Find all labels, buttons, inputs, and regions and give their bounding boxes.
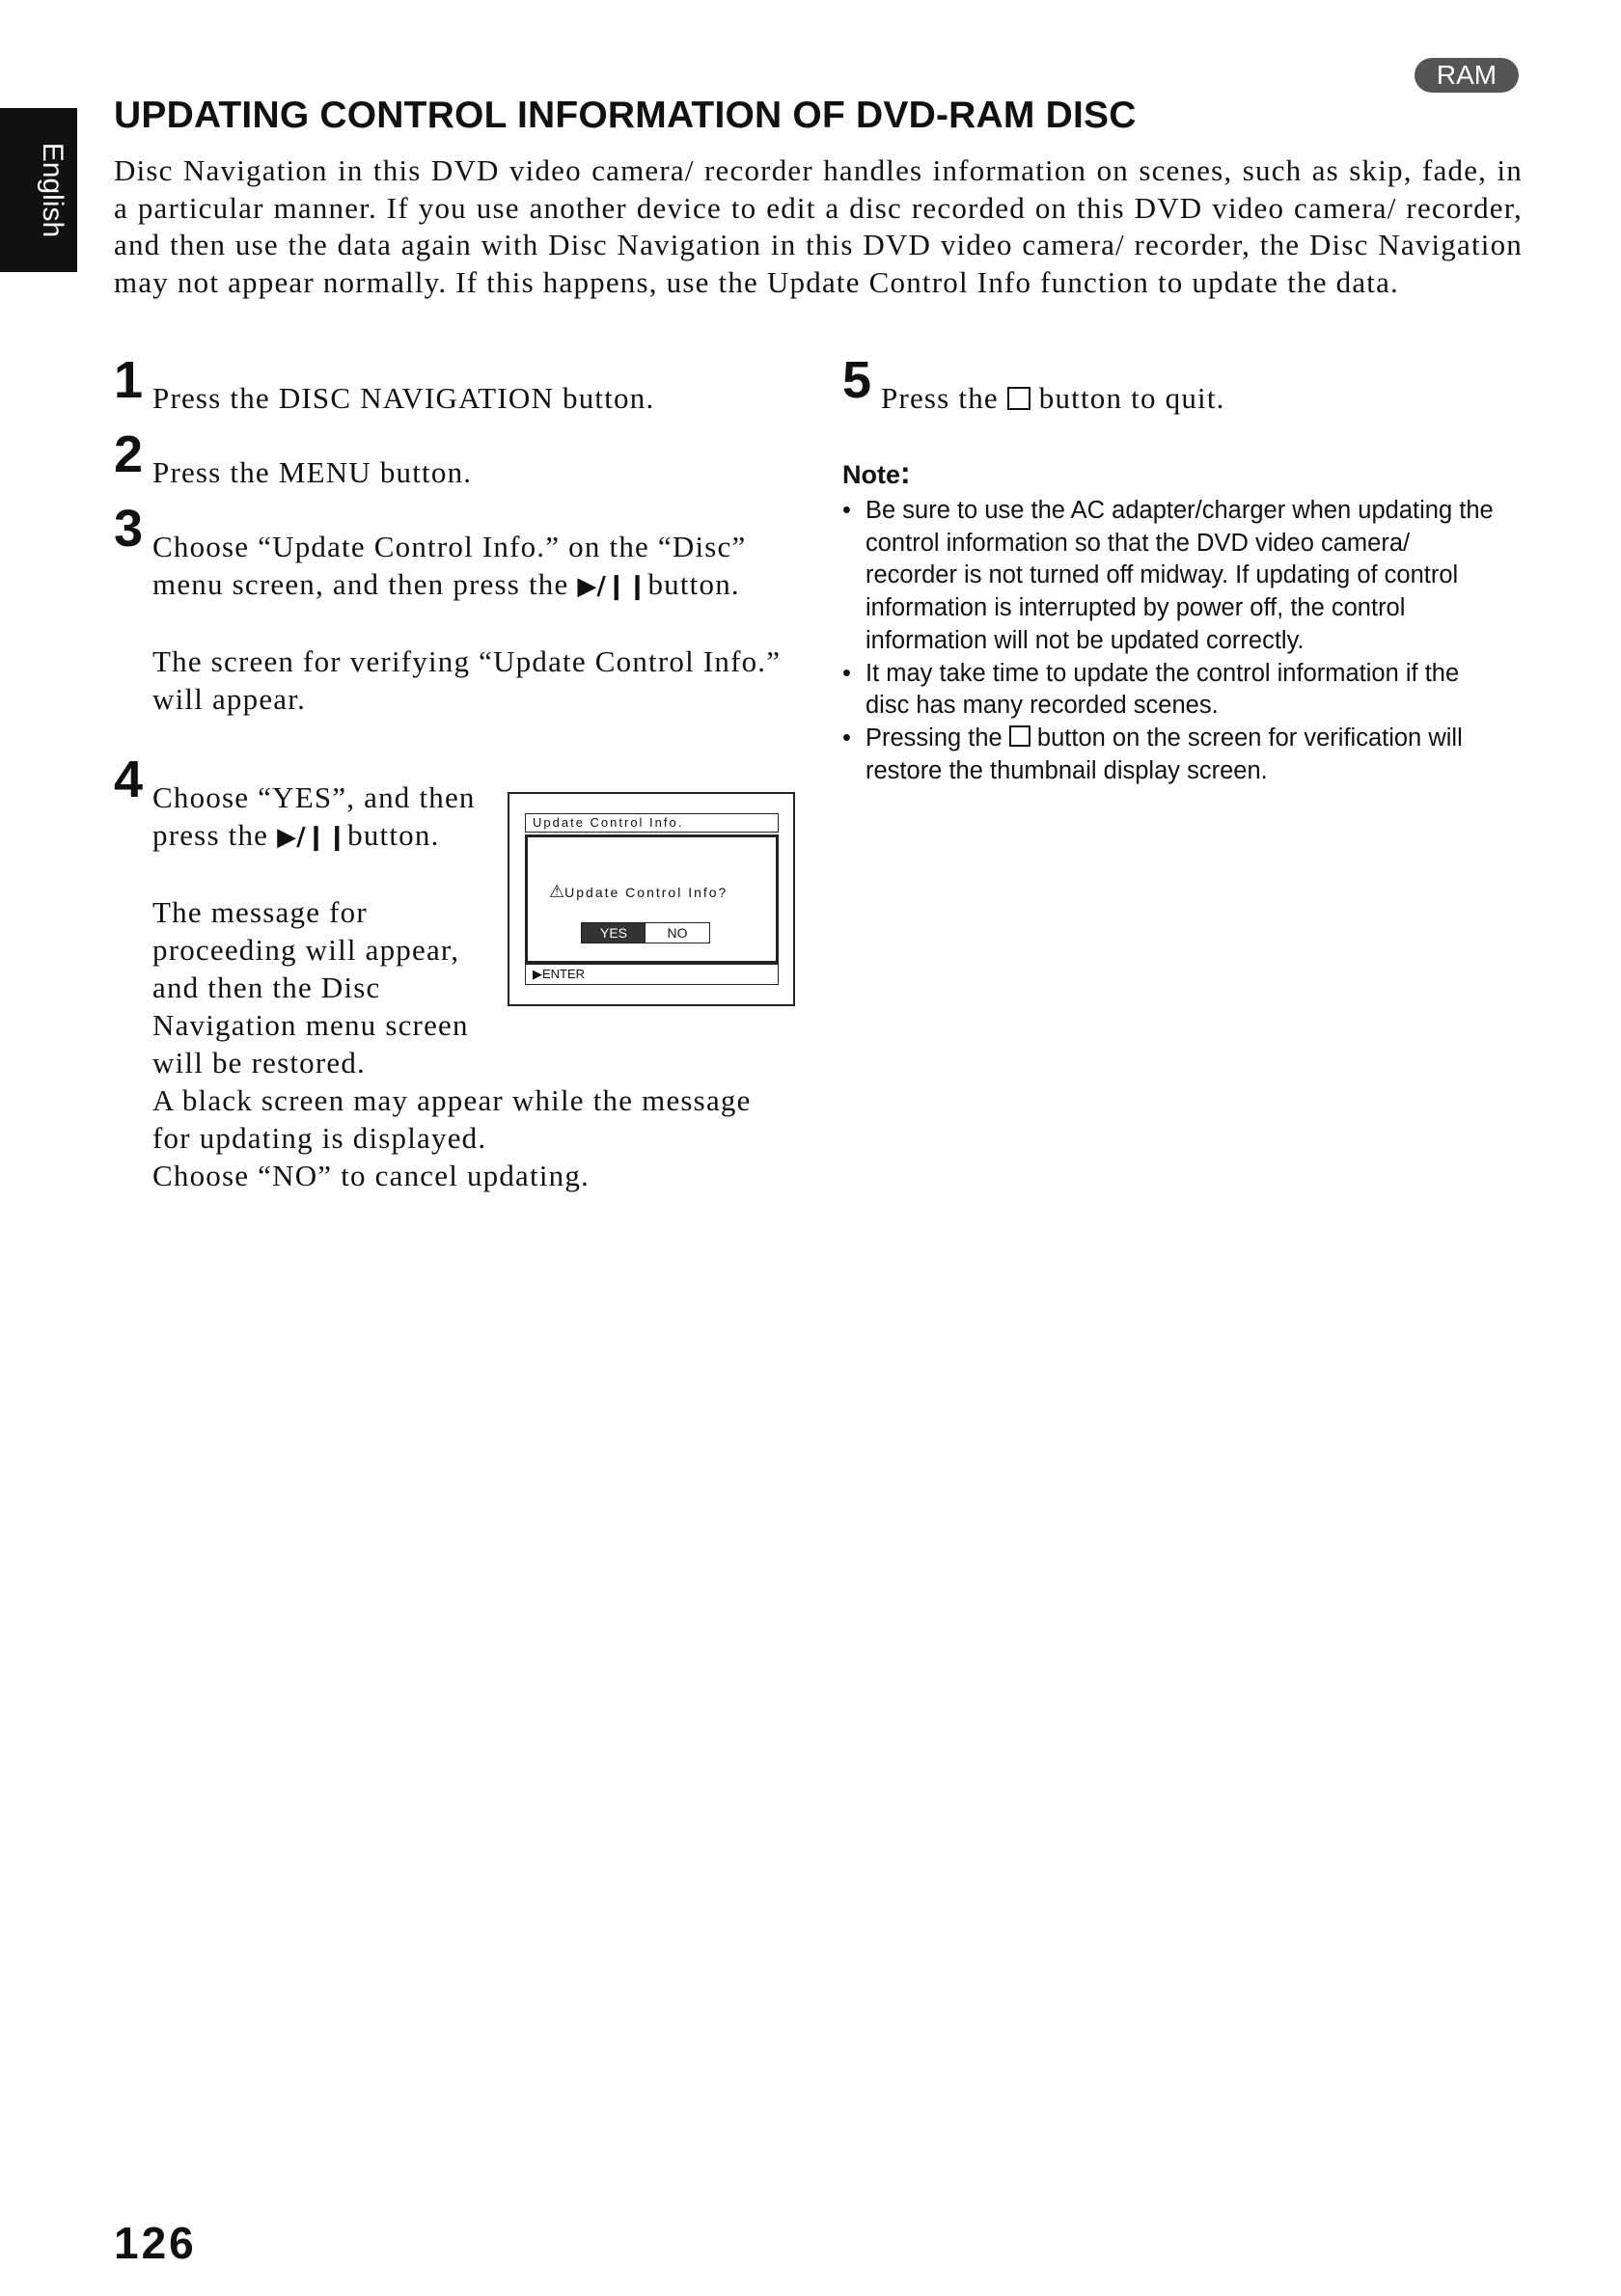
step-text: Navigation menu screen [152, 1008, 469, 1042]
step-text: proceeding will appear, [152, 933, 460, 967]
step-text: menu screen, and then press the ▶/❙❙button. [152, 567, 740, 601]
screen-title: Update Control Info. [525, 813, 779, 833]
step-number: 4 [114, 751, 145, 808]
no-button[interactable]: NO [645, 922, 710, 943]
stop-button-icon [1007, 387, 1030, 410]
stop-button-icon [1009, 725, 1030, 747]
step-text: Press the button to quit. [881, 381, 1225, 415]
note-item: • Be sure to use the AC adapter/charger when updating the control information so that the DVD video camera/ recorder is not turned off midway. If updating of control information is interrupted by power off, the control information will not be updated correctly. [842, 495, 1537, 658]
step-text: press the ▶/❙❙button. [152, 818, 440, 852]
yes-button[interactable]: YES [581, 922, 646, 943]
page-number: 126 [114, 2218, 197, 2268]
step-number: 2 [114, 425, 145, 483]
language-label: English [37, 142, 69, 238]
step-number: 1 [114, 351, 145, 409]
step-text: Press the MENU button. [152, 455, 473, 489]
step-text: The screen for verifying “Update Control Info.” [152, 644, 782, 678]
step-text: Choose “NO” to cancel updating. [152, 1159, 590, 1192]
intro-paragraph: Disc Navigation in this DVD video camera/ recorder handles information on scenes, such as skip, fade, in a particular manner. If you use another device to edit a disc recorded on this DVD video camera/ recorder, and then use the data again with Disc Navigation in this DVD video camera/ recorder, the Disc Navigation may not appear normally. If this happens, use the Update Control Info function to update the data. [114, 153, 1523, 299]
screen-dialog [525, 834, 779, 964]
enter-icon: ▶ [533, 968, 542, 982]
step-text: and then the Disc [152, 970, 381, 1004]
play-pause-icon: ▶/❙❙ [277, 823, 348, 852]
note-heading: Note: [842, 455, 911, 490]
step-text: Choose “Update Control Info.” on the “Disc” [152, 530, 747, 563]
note-item: • It may take time to update the control information if the disc has many recorded scenes. [842, 658, 1537, 723]
step-text: for updating is displayed. [152, 1121, 487, 1155]
step-text: Choose “YES”, and then [152, 780, 476, 814]
note-item: • Pressing the button on the screen for verification will restore the thumbnail display screen. [842, 723, 1537, 787]
screen-question: ⚠Update Control Info? [549, 882, 728, 902]
note-section [842, 455, 1537, 787]
warning-icon: ⚠ [549, 882, 565, 902]
update-control-info-screen [508, 792, 795, 1006]
step-text: A black screen may appear while the message [152, 1083, 752, 1117]
step-text: will appear. [152, 682, 307, 716]
step-text: Press the DISC NAVIGATION button. [152, 381, 655, 415]
step-text: will be restored. [152, 1046, 366, 1080]
ram-badge: RAM [1415, 58, 1519, 93]
page-title: UPDATING CONTROL INFORMATION OF DVD-RAM DISC [114, 95, 1137, 136]
screen-footer: ▶ENTER [525, 964, 779, 985]
language-side-tab [0, 108, 77, 272]
step-text: The message for [152, 895, 368, 929]
play-pause-icon: ▶/❙❙ [577, 572, 648, 601]
step-number: 3 [114, 500, 145, 558]
step-number: 5 [842, 351, 873, 409]
